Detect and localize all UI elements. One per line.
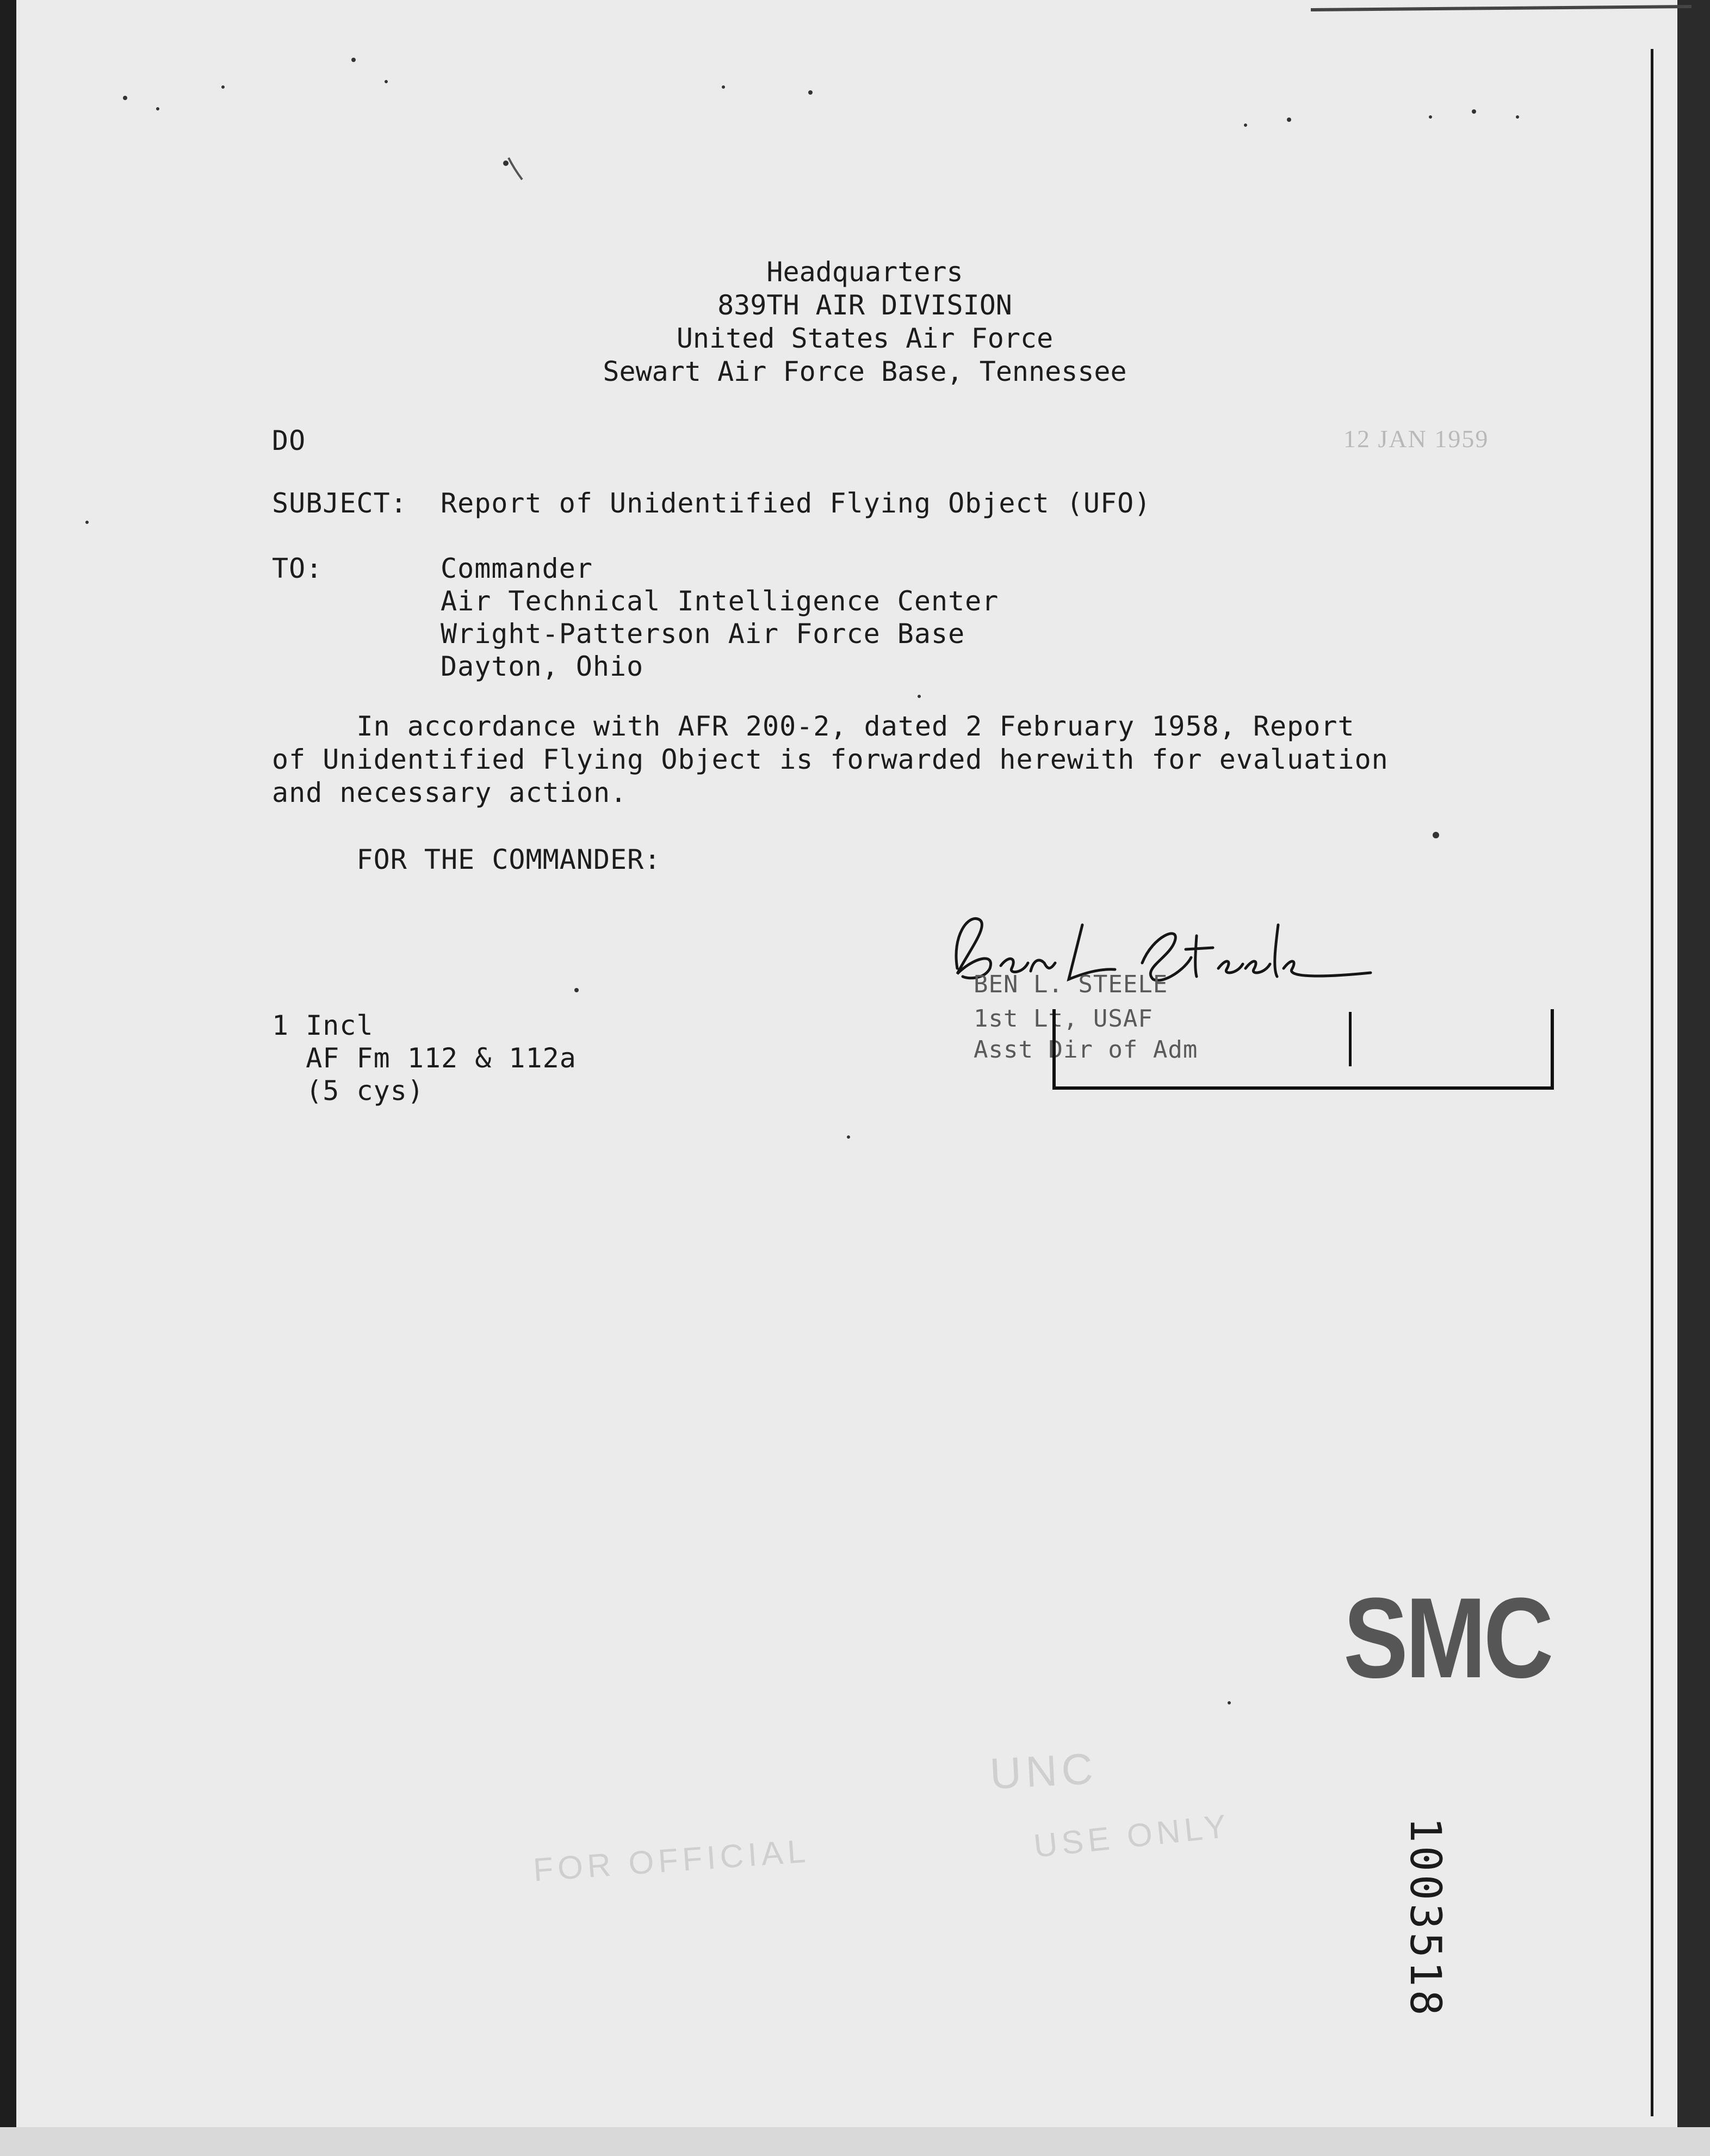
letterhead-service: United States Air Force <box>676 323 1054 354</box>
subject-text: Report of Unidentified Flying Object (UFO) <box>441 487 1151 519</box>
signer-title: Asst Dir of Adm <box>974 1036 1198 1064</box>
subject-label: SUBJECT: <box>272 487 407 519</box>
letterhead-headquarters: Headquarters <box>766 256 963 288</box>
enclosure-copies: (5 cys) <box>272 1075 424 1107</box>
closing-line: FOR THE COMMANDER: <box>272 844 661 875</box>
faint-stamp-upper: UNC <box>988 1744 1099 1799</box>
body-line-3: and necessary action. <box>272 777 628 808</box>
document-number: 1003518 <box>1401 1817 1449 2019</box>
scan-specks <box>16 0 1677 2156</box>
signature-text: Ben L Steele <box>946 1006 951 1007</box>
letterhead-division: 839TH AIR DIVISION <box>717 289 1012 321</box>
to-line-city: Dayton, Ohio <box>441 651 644 682</box>
enclosure-forms: AF Fm 112 & 112a <box>272 1042 577 1074</box>
letterhead-base: Sewart Air Force Base, Tennessee <box>603 356 1127 387</box>
faint-stamp-lower-right: USE ONLY <box>1032 1807 1232 1864</box>
signer-name: BEN L. STEELE <box>974 971 1168 998</box>
scan-left-edge <box>0 0 16 2156</box>
document-page <box>16 0 1677 2156</box>
smc-stamp: SMC <box>1343 1574 1551 1702</box>
enclosure-count: 1 Incl <box>272 1010 374 1041</box>
date-stamp: 12 JAN 1959 <box>1343 425 1489 453</box>
body-line-2: of Unidentified Flying Object is forwarded herewith for evaluation <box>272 744 1389 775</box>
to-line-center: Air Technical Intelligence Center <box>441 585 999 617</box>
signer-rank: 1st Lt, USAF <box>974 1005 1153 1033</box>
scan-bottom-edge <box>0 2127 1710 2156</box>
office-symbol: DO <box>272 425 306 456</box>
body-line-1: In accordance with AFR 200-2, dated 2 February 1958, Report <box>272 711 1355 742</box>
to-line-commander: Commander <box>441 553 593 584</box>
faint-stamp-lower-left: FOR OFFICIAL <box>532 1832 811 1888</box>
to-label: TO: <box>272 553 323 584</box>
to-line-base: Wright-Patterson Air Force Base <box>441 618 965 650</box>
